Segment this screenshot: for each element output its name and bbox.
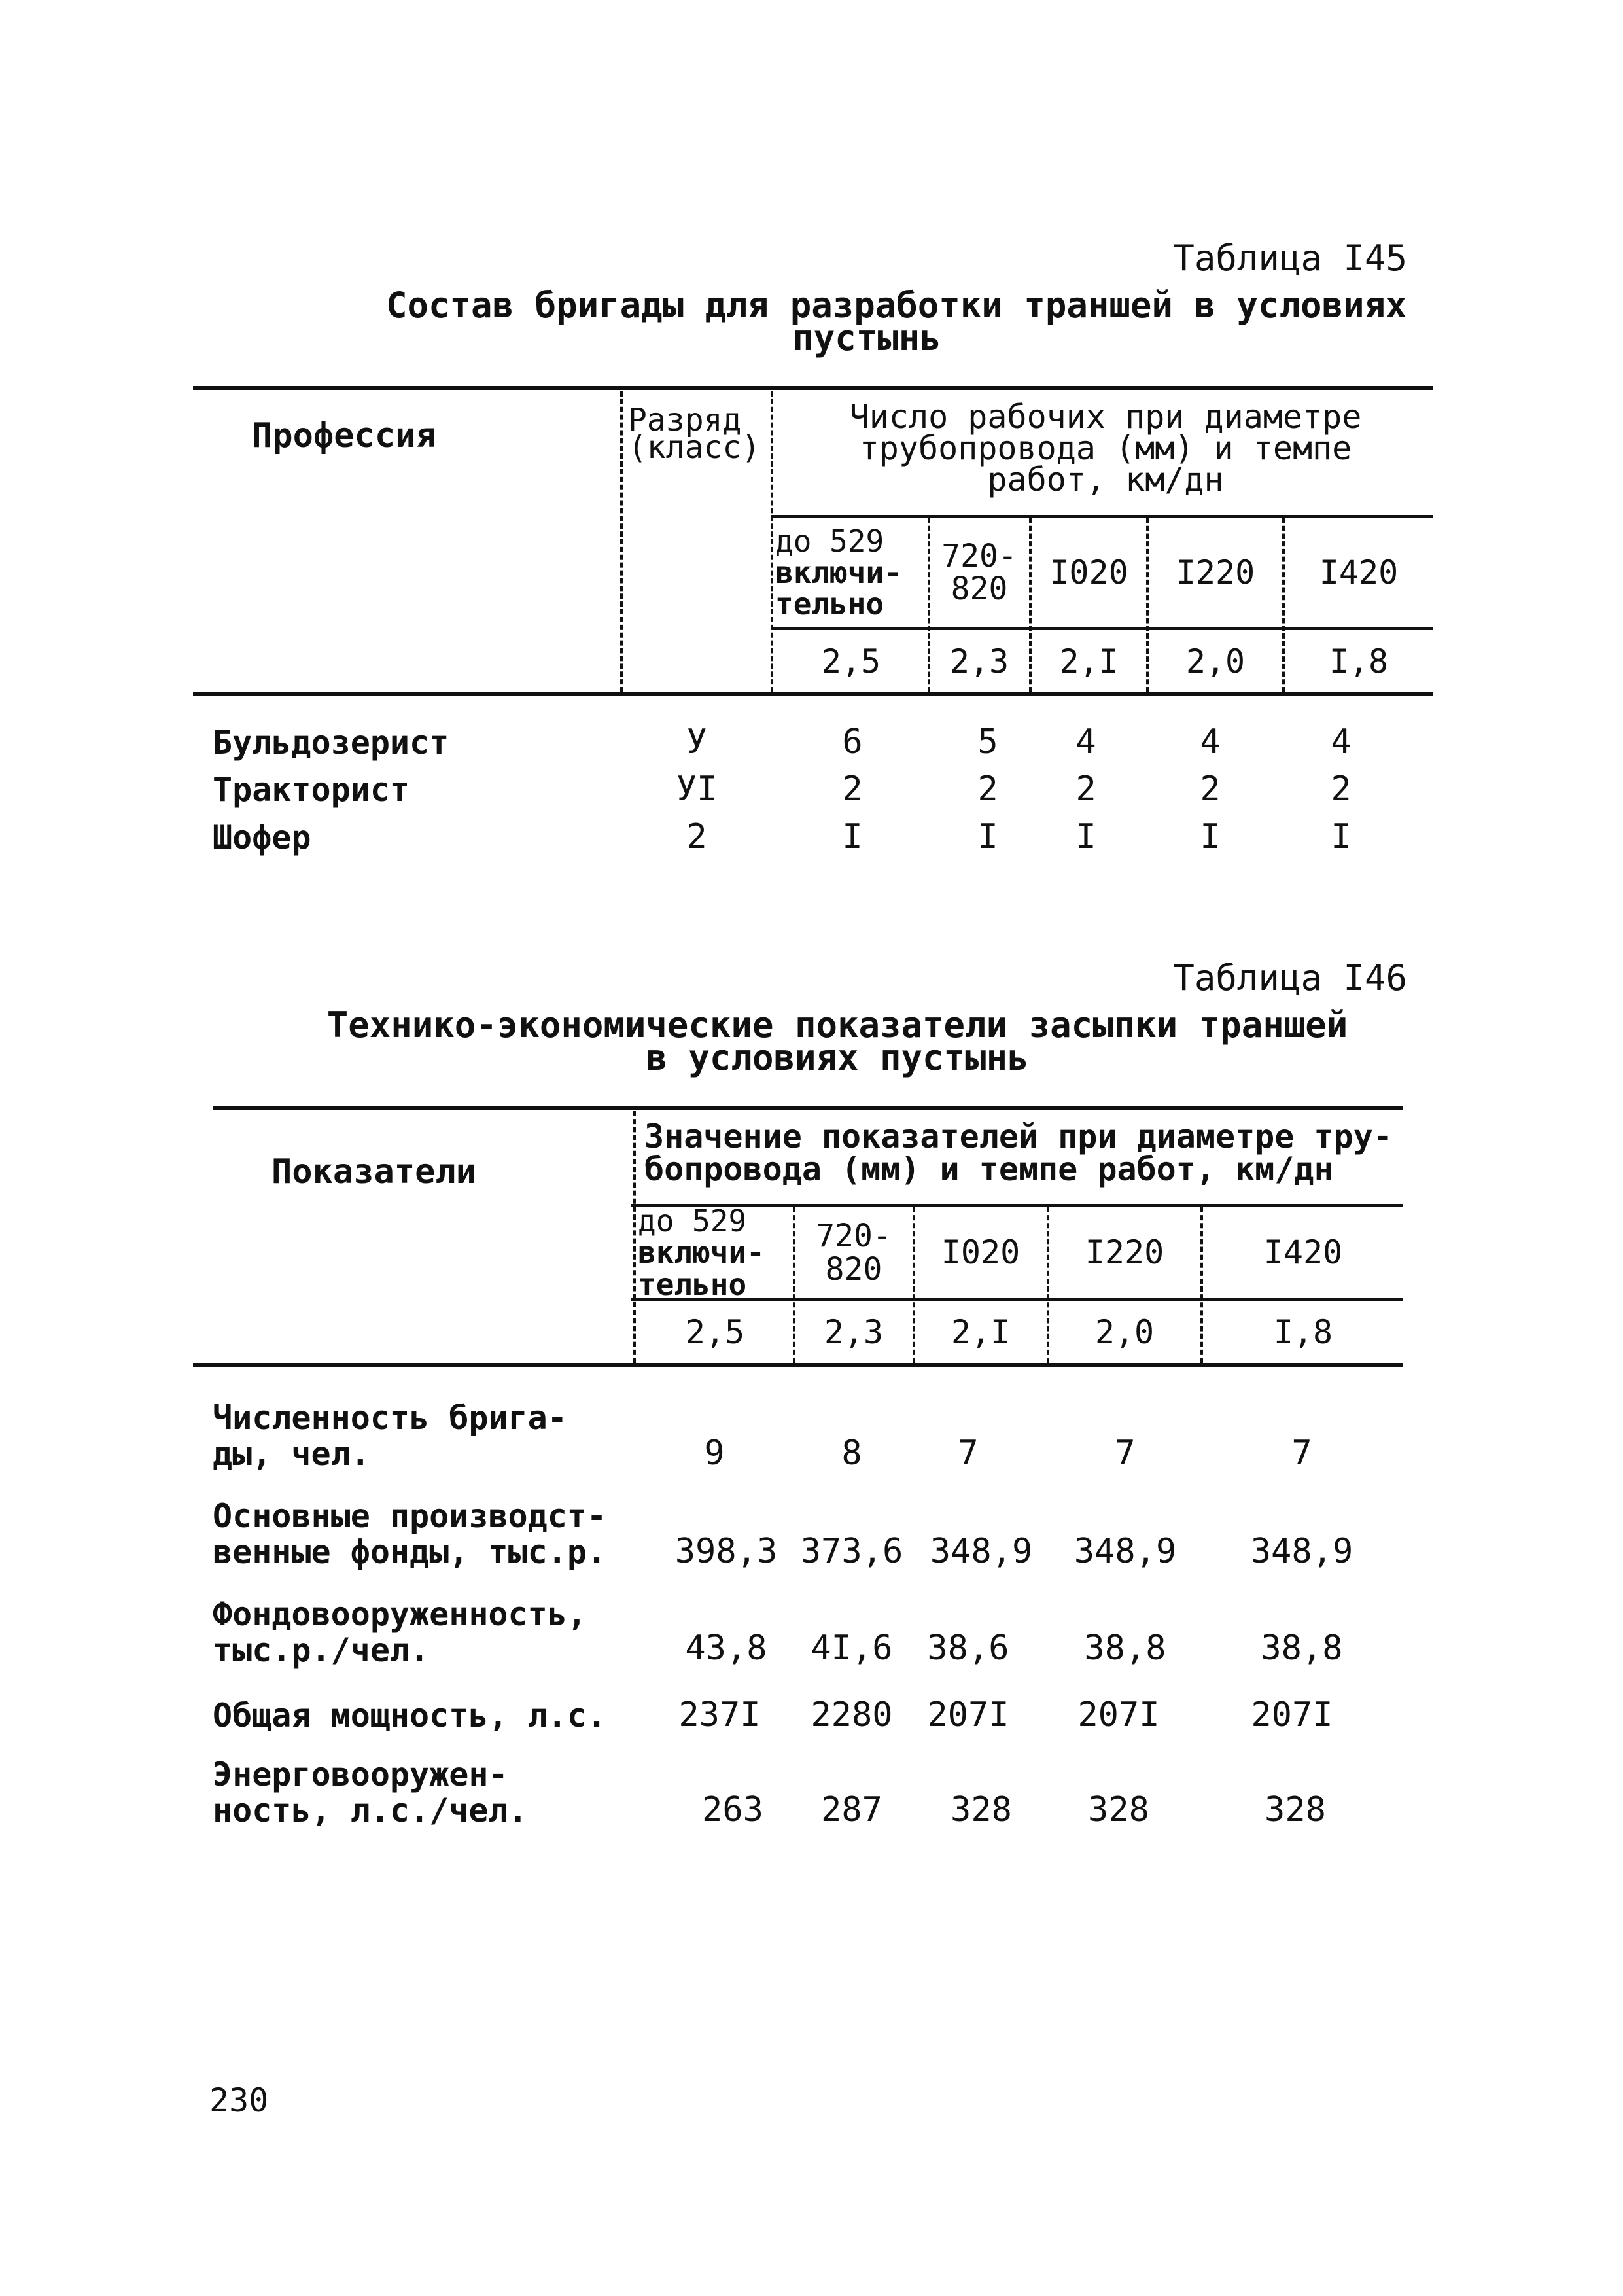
row-value: I	[842, 817, 863, 857]
table-146-label: Таблица I46	[1173, 957, 1407, 998]
header-rate: I,8	[1273, 1313, 1333, 1351]
row-value: 4	[1200, 722, 1221, 762]
header-diameter	[1149, 520, 1282, 625]
row-value: 2280	[811, 1695, 893, 1735]
header-diameter	[1285, 520, 1433, 625]
table-146-header-bottom-rule	[193, 1363, 1403, 1367]
header-rate: 2,0	[1094, 1313, 1155, 1351]
row-indicator-line1: Численность брига-	[213, 1399, 567, 1437]
header-group-line2: бопровода (мм) и темпе работ, км/дн	[644, 1150, 1334, 1188]
table-146-title-line2: в условиях пустынь	[646, 1037, 1029, 1078]
header-diameter	[930, 520, 1028, 625]
row-value: 8	[841, 1434, 862, 1473]
row-profession: Тракторист	[213, 771, 410, 809]
row-indicator-line2: венные фонды, тыс.р.	[213, 1533, 607, 1571]
header-diameter	[915, 1209, 1046, 1297]
header-rate: I,8	[1329, 642, 1389, 680]
row-indicator-line2: ность, л.с./чел.	[213, 1792, 528, 1829]
page-number: 230	[209, 2081, 269, 2119]
header-diameter	[638, 1203, 792, 1302]
page-number-clip	[209, 2081, 340, 2119]
header-diameter-line1: 720-	[816, 1218, 892, 1255]
row-indicator-line1: Энерговооружен-	[213, 1756, 508, 1793]
header-rank-line1: Разряд	[628, 402, 742, 438]
header-diameter-line1: до 529	[775, 523, 884, 559]
header-profession: Профессия	[252, 416, 436, 455]
row-value: 7	[1115, 1434, 1136, 1473]
row-value: 287	[821, 1790, 882, 1829]
table-145-divider	[771, 391, 773, 692]
header-diameter-line1: до 529	[638, 1203, 747, 1239]
header-diameter-line2: включи-	[638, 1235, 765, 1271]
header-indicators: Показатели	[271, 1152, 477, 1192]
row-value: 7	[1291, 1434, 1312, 1473]
row-value: 328	[1088, 1790, 1149, 1829]
row-value: I	[977, 817, 998, 857]
row-value: I	[1331, 817, 1352, 857]
table-146-top-rule	[213, 1106, 1403, 1110]
row-value: 207I	[927, 1695, 1009, 1735]
row-value: 207I	[1251, 1695, 1333, 1735]
table-146-header-rule-2	[631, 1298, 1403, 1301]
row-value: 43,8	[685, 1629, 767, 1668]
row-value: 263	[702, 1790, 763, 1829]
row-value: 38,8	[1084, 1629, 1166, 1668]
header-diameter	[795, 1209, 912, 1297]
header-diameter-line3: тельно	[638, 1266, 747, 1302]
table-145-title-line1: Состав бригады для разработки траншей в условиях	[386, 285, 1407, 326]
table-145-divider	[620, 391, 623, 692]
row-value: 2	[1200, 769, 1221, 809]
row-profession: Бульдозерист	[213, 724, 449, 762]
row-value: 6	[842, 722, 863, 762]
row-profession: Шофер	[213, 819, 311, 857]
row-value: 2	[1331, 769, 1352, 809]
row-value: 328	[951, 1790, 1012, 1829]
header-group-line3: работ, км/дн	[987, 461, 1224, 499]
table-145-header-bottom-rule	[193, 692, 1433, 696]
header-diameter-line1: I020	[941, 1233, 1021, 1272]
row-value: 2	[1075, 769, 1096, 809]
header-diameter-line1: 720-	[941, 537, 1017, 574]
table-145-top-rule	[193, 386, 1433, 390]
row-value: 328	[1265, 1790, 1326, 1829]
row-rank: 2	[686, 817, 707, 857]
header-group-line1: Значение показателей при диаметре тру-	[644, 1118, 1393, 1156]
row-value: 4I,6	[811, 1629, 893, 1668]
row-rank: УI	[676, 769, 718, 809]
header-diameter-line2: 820	[825, 1250, 882, 1288]
header-rate: 2,I	[1059, 642, 1119, 680]
table-145-title-line2: пустынь	[792, 317, 941, 359]
row-value: 5	[977, 722, 998, 762]
header-diameter	[1049, 1209, 1200, 1297]
header-diameter	[775, 520, 927, 625]
header-rate: 2,0	[1185, 642, 1246, 680]
row-value: 7	[958, 1434, 979, 1473]
table-146-divider	[633, 1111, 636, 1363]
header-group-line2: трубопровода (мм) и темпе	[859, 429, 1352, 467]
row-value: 398,3	[674, 1532, 778, 1571]
row-value: 9	[704, 1434, 725, 1473]
row-value: I	[1200, 817, 1221, 857]
header-rate: 2,5	[685, 1313, 745, 1351]
row-value: 2	[842, 769, 863, 809]
row-value: 348,9	[930, 1532, 1033, 1571]
header-diameter-line1: I420	[1319, 553, 1399, 592]
row-value: 38,6	[927, 1629, 1009, 1668]
row-value: 38,8	[1261, 1629, 1343, 1668]
row-value: 4	[1331, 722, 1352, 762]
row-indicator-line2: тыс.р./чел.	[213, 1631, 430, 1669]
row-rank: У	[686, 722, 707, 762]
row-value: I	[1075, 817, 1096, 857]
row-indicator-line2: ды, чел.	[213, 1435, 370, 1473]
row-value: 4	[1075, 722, 1096, 762]
row-value: 207I	[1077, 1695, 1160, 1735]
header-rate: 2,3	[949, 642, 1009, 680]
header-diameter	[1032, 520, 1146, 625]
header-rank-line2: (класс)	[628, 429, 761, 466]
row-value: 2	[977, 769, 998, 809]
header-diameter-line2: 820	[951, 571, 1008, 607]
header-diameter-line1: I420	[1263, 1233, 1343, 1272]
table-145-header-rule-2	[771, 627, 1433, 630]
row-indicator-line1: Основные производст-	[213, 1497, 607, 1535]
table-145-header-rule-1	[771, 515, 1433, 518]
table-146-header-rule-1	[631, 1204, 1403, 1207]
header-group-line1: Число рабочих при диаметре	[849, 398, 1362, 436]
row-value: 348,9	[1073, 1532, 1177, 1571]
header-rate: 2,3	[824, 1313, 884, 1351]
header-diameter-line1: I020	[1049, 553, 1128, 592]
header-rate: 2,5	[821, 642, 881, 680]
row-indicator-line1: Общая мощность, л.с.	[213, 1697, 607, 1735]
header-diameter-line1: I220	[1085, 1233, 1164, 1272]
row-value: 237I	[678, 1695, 761, 1735]
header-diameter-line1: I220	[1176, 553, 1255, 592]
table-145-label: Таблица I45	[1173, 238, 1407, 279]
header-diameter	[1203, 1209, 1403, 1297]
table-146-title-line1: Технико-экономические показатели засыпки траншей	[326, 1004, 1348, 1046]
row-indicator-line1: Фондовооруженность,	[213, 1595, 587, 1633]
row-value: 348,9	[1250, 1532, 1353, 1571]
header-diameter-line3: тельно	[775, 586, 884, 622]
header-diameter-line2: включи-	[775, 554, 902, 590]
header-rate: 2,I	[951, 1313, 1011, 1351]
row-value: 373,6	[800, 1532, 903, 1571]
